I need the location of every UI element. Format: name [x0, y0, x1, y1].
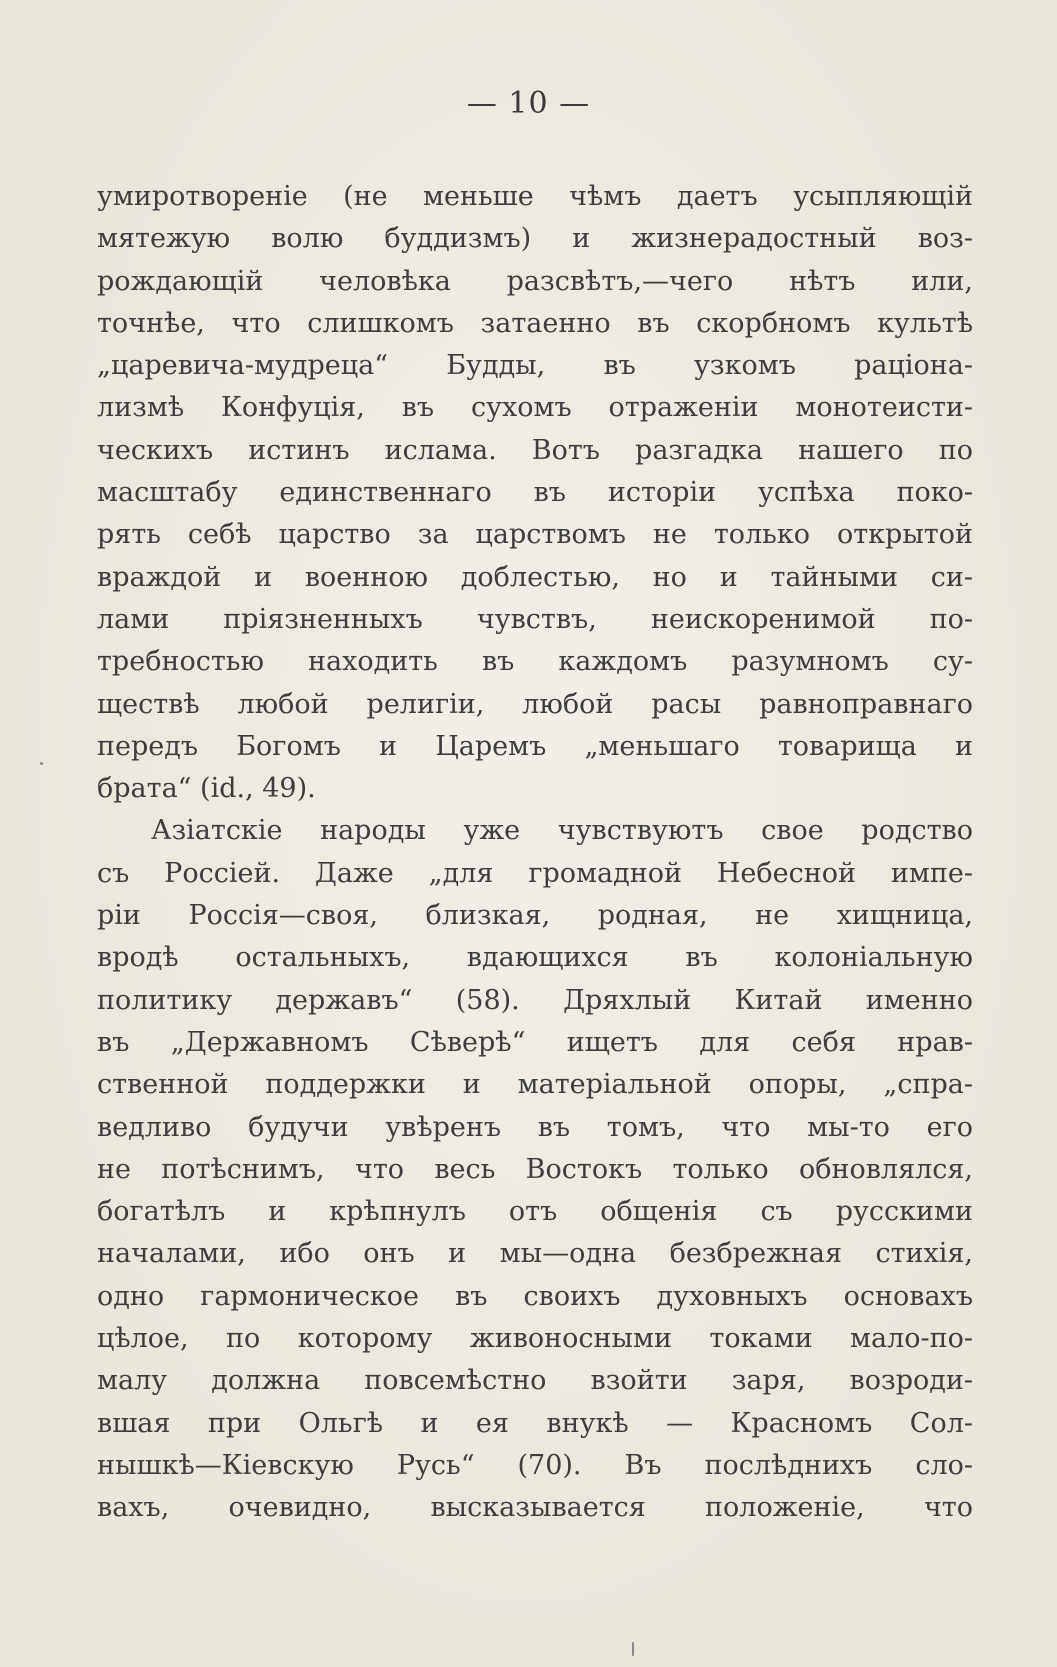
- text-line: малу должна повсемѣстно взойти заря, возроди-: [97, 1365, 973, 1397]
- text-line: нышкѣ—Кіевскую Русь“ (70). Въ послѣднихъ сло-: [97, 1449, 973, 1481]
- text-line: одно гармоническое въ своихъ духовныхъ основахъ: [97, 1280, 973, 1312]
- paper-speck: [40, 762, 43, 765]
- text-line: цѣлое, по которому живоносными токами мало-по-: [97, 1323, 973, 1355]
- text-line: требностью находить въ каждомъ разумномъ су-: [97, 646, 973, 678]
- body-text: [97, 176, 973, 1530]
- text-line: ществѣ любой религіи, любой расы равноправнаго: [97, 688, 973, 720]
- text-line: вшая при Ольгѣ и ея внукѣ — Красномъ Сол-: [97, 1407, 973, 1439]
- text-line: передъ Богомъ и Царемъ „меньшаго товарища и: [97, 730, 973, 762]
- text-line: богатѣлъ и крѣпнулъ отъ общенія съ русскими: [97, 1196, 973, 1228]
- text-line: вахъ, очевидно, высказывается положеніе, что: [97, 1492, 973, 1524]
- text-line: ведливо будучи увѣренъ въ томъ, что мы-то его: [97, 1111, 973, 1143]
- text-line: рять себѣ царство за царствомъ не только открытой: [97, 519, 973, 551]
- text-line: ческихъ истинъ ислама. Вотъ разгадка нашего по: [97, 434, 973, 466]
- paragraph-2: [97, 810, 973, 1529]
- text-line: рождающій человѣка разсвѣтъ,—чего нѣтъ или,: [97, 265, 973, 297]
- page-number: — 10 —: [466, 86, 591, 121]
- text-line: началами, ибо онъ и мы—одна безбрежная стихія,: [97, 1238, 973, 1270]
- text-line: „царевича-мудреца“ Будды, въ узкомъ раціона-: [97, 350, 973, 382]
- text-line: ріи Россія—своя, близкая, родная, не хищница,: [97, 900, 973, 932]
- text-line: брата“ (id., 49).: [97, 773, 316, 805]
- text-line: лизмѣ Конфуція, въ сухомъ отраженіи монотеисти-: [97, 392, 973, 424]
- text-line: ственной поддержки и матеріальной опоры, „спра-: [97, 1069, 973, 1101]
- paragraph-1: [97, 176, 973, 810]
- text-line: мятежую волю буддизмъ) и жизнерадостный воз-: [97, 223, 973, 255]
- text-line: точнѣе, что слишкомъ затаенно въ скорбномъ культѣ: [97, 307, 973, 339]
- text-line: лами пріязненныхъ чувствъ, неискоренимой по-: [97, 603, 973, 635]
- paper-speck: [632, 1642, 634, 1656]
- text-line: въ „Державномъ Сѣверѣ“ ищетъ для себя нрав-: [97, 1026, 973, 1058]
- text-line: съ Россіей. Даже „для громадной Небесной импе-: [97, 857, 973, 889]
- text-line: враждой и военною доблестью, но и тайными си-: [97, 561, 973, 593]
- text-line: Азіатскіе народы уже чувствуютъ свое родство: [151, 815, 973, 847]
- text-line: политику державъ“ (58). Дряхлый Китай именно: [97, 984, 973, 1016]
- text-line: вродѣ остальныхъ, вдающихся въ колоніальную: [97, 942, 973, 974]
- text-line: умиротвореніе (не меньше чѣмъ даетъ усыпляющій: [97, 181, 973, 212]
- text-line: не потѣснимъ, что весь Востокъ только обновлялся,: [97, 1153, 973, 1185]
- text-line: масштабу единственнаго въ исторіи успѣха поко-: [97, 477, 973, 509]
